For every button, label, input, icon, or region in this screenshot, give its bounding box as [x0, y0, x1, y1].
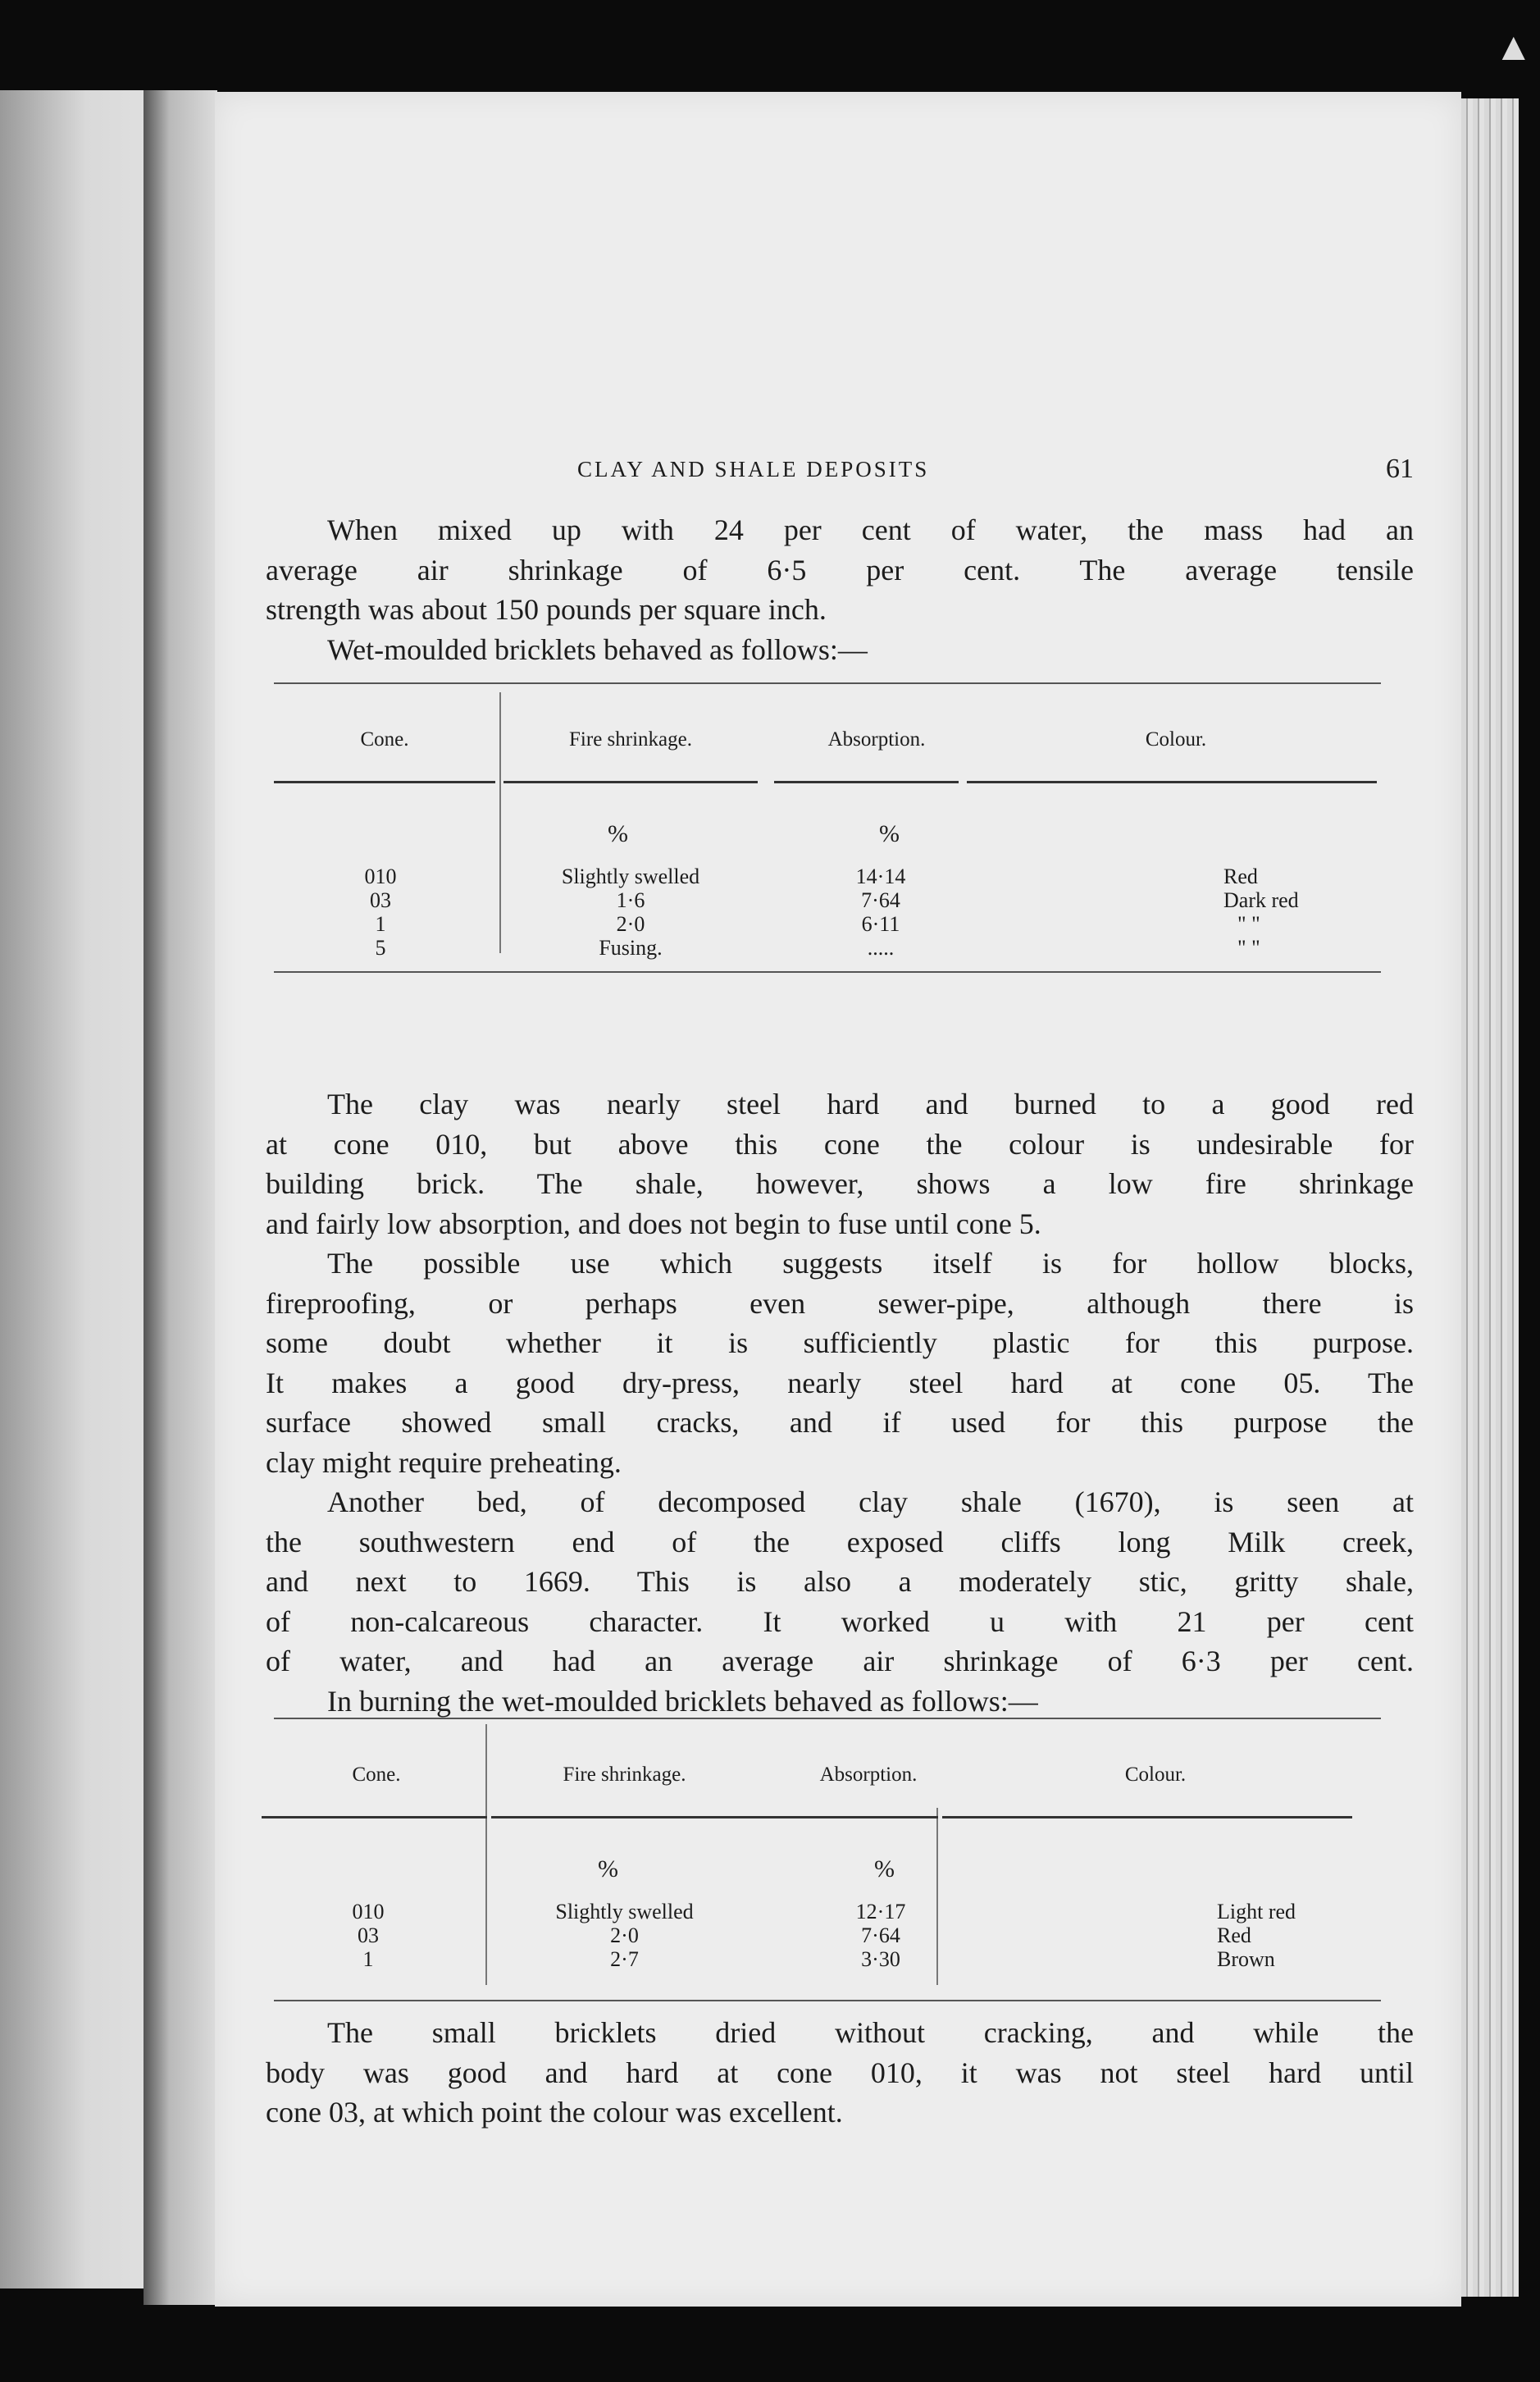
- book-gutter: [144, 90, 217, 2305]
- absorption-unit: %: [874, 1855, 895, 1882]
- paragraph-1: [266, 510, 1414, 669]
- text-line: strength was about 150 pounds per square inch.: [266, 593, 827, 626]
- text-line: When mixed up with 24 per cent of water, the mass had an: [327, 513, 1414, 546]
- scan-corner-mark: ▲: [1494, 25, 1533, 69]
- cell-absorption: 12·17: [855, 1900, 906, 1923]
- cell-cone: 03: [370, 888, 391, 912]
- cell-fire-shrinkage: Fusing.: [599, 936, 663, 960]
- header-rule: [967, 781, 1377, 783]
- text-line: clay might require preheating.: [266, 1445, 622, 1479]
- cell-cone: 1: [375, 912, 386, 936]
- right-page-edges: [1461, 98, 1519, 2297]
- paragraph-2: [266, 1084, 1414, 1243]
- cell-colour: Dark red: [1223, 888, 1299, 912]
- text-line: It makes a good dry-press, nearly steel hard at cone 05. The: [266, 1366, 1414, 1399]
- cell-fire-shrinkage: 2·0: [616, 912, 645, 936]
- cell-cone: 1: [362, 1947, 374, 1971]
- cell-fire-shrinkage: Slightly swelled: [555, 1900, 694, 1923]
- text-line: average air shrinkage of 6·5 per cent. The average tensile: [266, 553, 1414, 586]
- absorption-unit: %: [879, 820, 900, 847]
- table-bottom-rule: [274, 971, 1381, 973]
- table-top-rule: [274, 1718, 1381, 1719]
- cell-absorption: 7·64: [861, 1923, 900, 1947]
- fire-shrinkage-unit: %: [598, 1855, 618, 1882]
- cell-colour: Brown: [1217, 1947, 1275, 1971]
- text-line: fireproofing, or perhaps even sewer-pipe, although there is: [266, 1286, 1414, 1320]
- header-rule: [774, 781, 959, 783]
- column-header-cone: Cone.: [360, 728, 409, 751]
- text-line: building brick. The shale, however, shows a low fire shrinkage: [266, 1167, 1414, 1200]
- text-line: of non-calcareous character. It worked u with 21 per cent: [266, 1604, 1414, 1638]
- column-header-fire-shrinkage: Fire shrinkage.: [569, 728, 692, 751]
- column-divider: [936, 1808, 938, 1985]
- cell-cone: 03: [358, 1923, 379, 1947]
- cell-absorption: 6·11: [861, 912, 900, 936]
- cell-cone: 5: [375, 936, 386, 960]
- table-top-rule: [274, 682, 1381, 684]
- book-page: [215, 92, 1461, 2307]
- text-line: surface showed small cracks, and if used for this purpose the: [266, 1406, 1414, 1439]
- column-header-fire-shrinkage: Fire shrinkage.: [563, 1764, 686, 1786]
- page-number: 61: [1386, 454, 1414, 484]
- paragraph-4: [266, 1482, 1414, 1721]
- text-line: and fairly low absorption, and does not begin to fuse until cone 5.: [266, 1207, 1041, 1240]
- header-rule: [262, 1816, 487, 1818]
- cell-colour: Red: [1223, 865, 1258, 888]
- text-line: Another bed, of decomposed clay shale (1670), is seen at: [327, 1485, 1414, 1518]
- cell-absorption: 3·30: [861, 1947, 900, 1971]
- cell-colour: Light red: [1217, 1900, 1296, 1923]
- text-line: at cone 010, but above this cone the colour is undesirable for: [266, 1127, 1414, 1161]
- text-line: of water, and had an average air shrinkage of 6·3 per cent.: [266, 1645, 1414, 1677]
- text-line: cone 03, at which point the colour was excellent.: [266, 2096, 843, 2129]
- column-header-cone: Cone.: [352, 1764, 401, 1786]
- text-line: and next to 1669. This is also a moderately stic, gritty shale,: [266, 1565, 1414, 1598]
- paragraph-5: [266, 2013, 1414, 2133]
- paragraph-3: [266, 1243, 1414, 1482]
- cell-fire-shrinkage: 1·6: [616, 888, 645, 912]
- cell-absorption: 7·64: [861, 888, 900, 912]
- header-rule: [491, 1816, 938, 1818]
- header-rule: [942, 1816, 1352, 1818]
- cell-cone: 010: [352, 1900, 385, 1923]
- running-head-title: CLAY AND SHALE DEPOSITS: [577, 457, 930, 481]
- text-line: body was good and hard at cone 010, it was not steel hard until: [266, 2056, 1414, 2089]
- text-line: some doubt whether it is sufficiently plastic for this purpose.: [266, 1326, 1414, 1359]
- column-header-colour: Colour.: [1145, 728, 1207, 751]
- cell-colour: " ": [1237, 912, 1260, 936]
- cell-colour: Red: [1217, 1923, 1251, 1947]
- column-divider: [499, 692, 501, 953]
- column-header-absorption: Absorption.: [827, 728, 926, 751]
- cell-colour: " ": [1237, 936, 1260, 960]
- table-bottom-rule: [274, 2000, 1381, 2001]
- cell-cone: 010: [364, 865, 397, 888]
- cell-fire-shrinkage: Slightly swelled: [561, 865, 700, 888]
- cell-absorption: .....: [867, 936, 895, 960]
- column-header-colour: Colour.: [1124, 1764, 1187, 1786]
- column-divider: [485, 1724, 487, 1985]
- fire-shrinkage-unit: %: [608, 820, 628, 847]
- text-line: Wet-moulded bricklets behaved as follows:—: [327, 632, 868, 666]
- cell-fire-shrinkage: 2·0: [610, 1923, 639, 1947]
- cell-absorption: 14·14: [855, 865, 906, 888]
- text-line: The possible use which suggests itself is for hollow blocks,: [327, 1247, 1414, 1280]
- text-line: The clay was nearly steel hard and burned to a good red: [327, 1088, 1414, 1120]
- text-line: the southwestern end of the exposed cliffs long Milk creek,: [266, 1525, 1414, 1558]
- cell-fire-shrinkage: 2·7: [610, 1947, 639, 1971]
- text-line: The small bricklets dried without cracking, and while the: [327, 2016, 1414, 2049]
- text-line: In burning the wet-moulded bricklets behaved as follows:—: [327, 1684, 1038, 1718]
- header-rule: [503, 781, 758, 783]
- column-header-absorption: Absorption.: [819, 1764, 918, 1786]
- header-rule: [274, 781, 495, 783]
